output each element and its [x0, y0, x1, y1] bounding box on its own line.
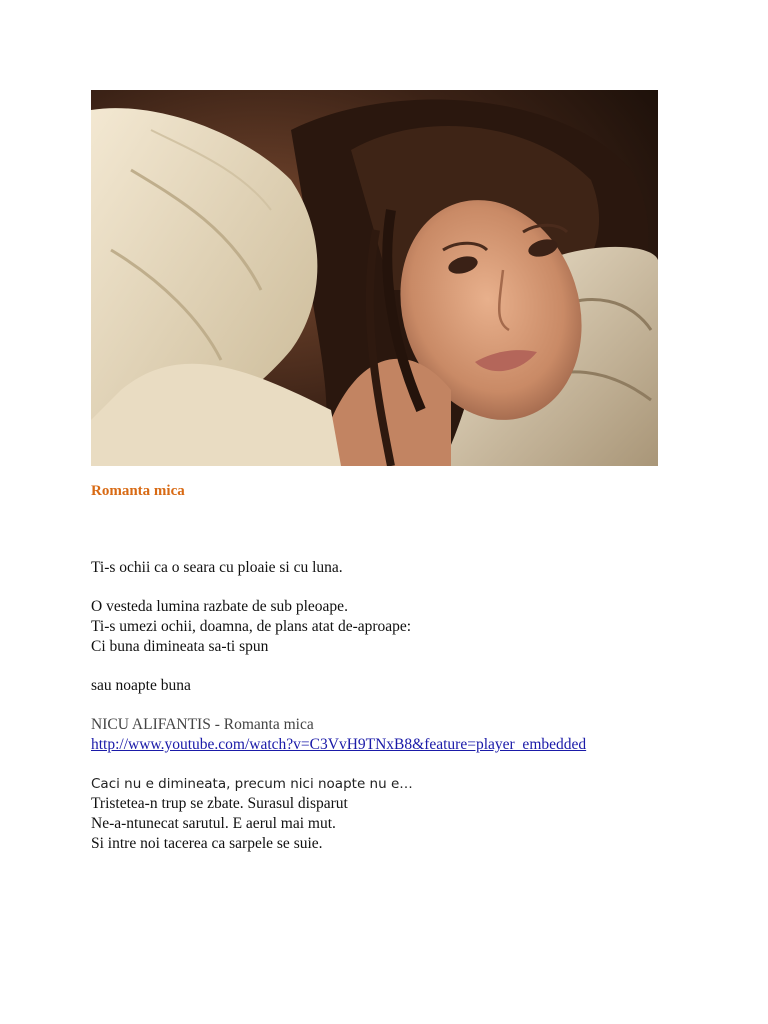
poem-line: Caci nu e dimineata, precum nici noapte nu e… — [91, 776, 413, 792]
youtube-link[interactable]: http://www.youtube.com/watch?v=C3VvH9TNxB8&feature=player_embedded — [91, 736, 587, 753]
poem-line: sau noapte buna — [91, 677, 191, 694]
portrait-illustration — [91, 90, 658, 466]
poem-line: Si intre noi tacerea ca sarpele se suie. — [91, 835, 323, 852]
poem-line: Tristetea-n trup se zbate. Surasul disparut — [91, 795, 348, 812]
poem-line: Ne-a-ntunecat sarutul. E aerul mai mut. — [91, 815, 336, 832]
poem-line: Ti-s umezi ochii, doamna, de plans atat de-aproape: — [91, 618, 412, 635]
poem-title: Romanta mica — [91, 483, 185, 499]
portrait-photo — [91, 90, 658, 466]
poem-line: Ci buna dimineata sa-ti spun — [91, 638, 269, 655]
poem-line: Ti-s ochii ca o seara cu ploaie si cu luna. — [91, 559, 343, 576]
poem-line: O vesteda lumina razbate de sub pleoape. — [91, 598, 348, 615]
song-credit: NICU ALIFANTIS - Romanta mica — [91, 716, 314, 733]
